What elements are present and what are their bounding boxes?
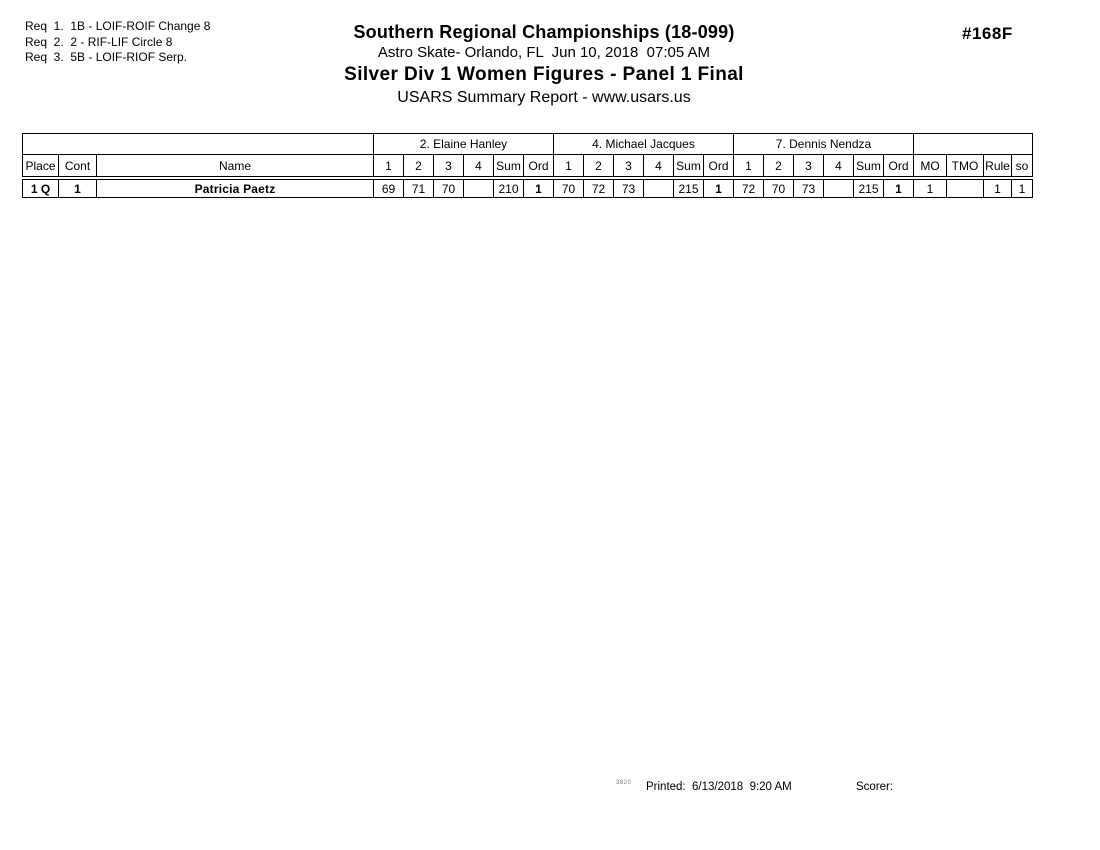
- header-score-3: 3: [794, 155, 824, 179]
- judge-2-score-3: 73: [614, 178, 644, 198]
- column-header-row: [23, 155, 1033, 179]
- judge-2-ord: 1: [704, 178, 734, 198]
- judge-3-score-1: 72: [734, 178, 764, 198]
- header-mo: MO: [914, 155, 947, 179]
- judges-row-spacer: [914, 134, 1033, 155]
- championship-title: Southern Regional Championships (18-099): [353, 22, 735, 42]
- event-title: Silver Div 1 Women Figures - Panel 1 Final: [344, 64, 744, 85]
- printed-timestamp: Printed: 6/13/2018 9:20 AM: [646, 781, 792, 793]
- header-so: so: [1012, 155, 1033, 179]
- header-score-2: 2: [404, 155, 434, 179]
- venue-datetime: Astro Skate- Orlando, FL Jun 10, 2018 07:05 AM: [377, 44, 711, 61]
- header-ord: Ord: [524, 155, 554, 179]
- report-name: USARS Summary Report - www.usars.us: [397, 89, 691, 106]
- header-tmo: TMO: [947, 155, 984, 179]
- judge-1-score-3: 70: [434, 178, 464, 198]
- judge-3-score-2: 70: [764, 178, 794, 198]
- header-ord: Ord: [704, 155, 734, 179]
- rule-value: 1: [984, 178, 1012, 198]
- header-score-4: 4: [644, 155, 674, 179]
- header-name: Name: [97, 155, 374, 179]
- judge-2-name: 4. Michael Jacques: [554, 134, 734, 155]
- tmo-value: [947, 178, 984, 198]
- header-cont: Cont: [59, 155, 97, 179]
- results-table: [22, 133, 1033, 198]
- judge-2-sum: 215: [674, 178, 704, 198]
- requirement-line: Req 3. 5B - LOIF-RIOF Serp.: [25, 50, 188, 64]
- judge-2-score-2: 72: [584, 178, 614, 198]
- judges-row: [23, 134, 1033, 155]
- report-header: [0, 22, 1088, 108]
- header-sum: Sum: [674, 155, 704, 179]
- header-rule: Rule: [984, 155, 1012, 179]
- judge-1-score-4: [464, 178, 494, 198]
- header-score-2: 2: [584, 155, 614, 179]
- scorer-label: Scorer:: [856, 781, 894, 793]
- judge-3-score-3: 73: [794, 178, 824, 198]
- header-score-4: 4: [824, 155, 854, 179]
- judge-3-name: 7. Dennis Nendza: [734, 134, 914, 155]
- mo-value: 1: [914, 178, 947, 198]
- judges-row-spacer: [23, 134, 374, 155]
- table-row: [23, 178, 1033, 198]
- judge-1-sum: 210: [494, 178, 524, 198]
- judge-1-score-2: 71: [404, 178, 434, 198]
- header-score-1: 1: [374, 155, 404, 179]
- judge-1-name: 2. Elaine Hanley: [374, 134, 554, 155]
- place-value: 1 Q: [23, 178, 59, 198]
- judge-1-ord: 1: [524, 178, 554, 198]
- skater-name: Patricia Paetz: [97, 178, 374, 198]
- requirement-line: Req 1. 1B - LOIF-ROIF Change 8: [25, 19, 211, 33]
- judge-2-score-4: [644, 178, 674, 198]
- header-score-3: 3: [434, 155, 464, 179]
- judge-3-ord: 1: [884, 178, 914, 198]
- cont-value: 1: [59, 178, 97, 198]
- program-number: #168F: [962, 24, 1013, 43]
- header-score-1: 1: [734, 155, 764, 179]
- header-place: Place: [23, 155, 59, 179]
- judge-1-score-1: 69: [374, 178, 404, 198]
- requirement-line: Req 2. 2 - RIF-LIF Circle 8: [25, 34, 173, 49]
- header-score-4: 4: [464, 155, 494, 179]
- header-sum: Sum: [494, 155, 524, 179]
- header-ord: Ord: [884, 155, 914, 179]
- header-score-2: 2: [764, 155, 794, 179]
- header-score-1: 1: [554, 155, 584, 179]
- header-score-3: 3: [614, 155, 644, 179]
- footer-code: 3820: [616, 780, 632, 786]
- judge-3-score-4: [824, 178, 854, 198]
- so-value: 1: [1012, 178, 1033, 198]
- judge-2-score-1: 70: [554, 178, 584, 198]
- judge-3-sum: 215: [854, 178, 884, 198]
- header-sum: Sum: [854, 155, 884, 179]
